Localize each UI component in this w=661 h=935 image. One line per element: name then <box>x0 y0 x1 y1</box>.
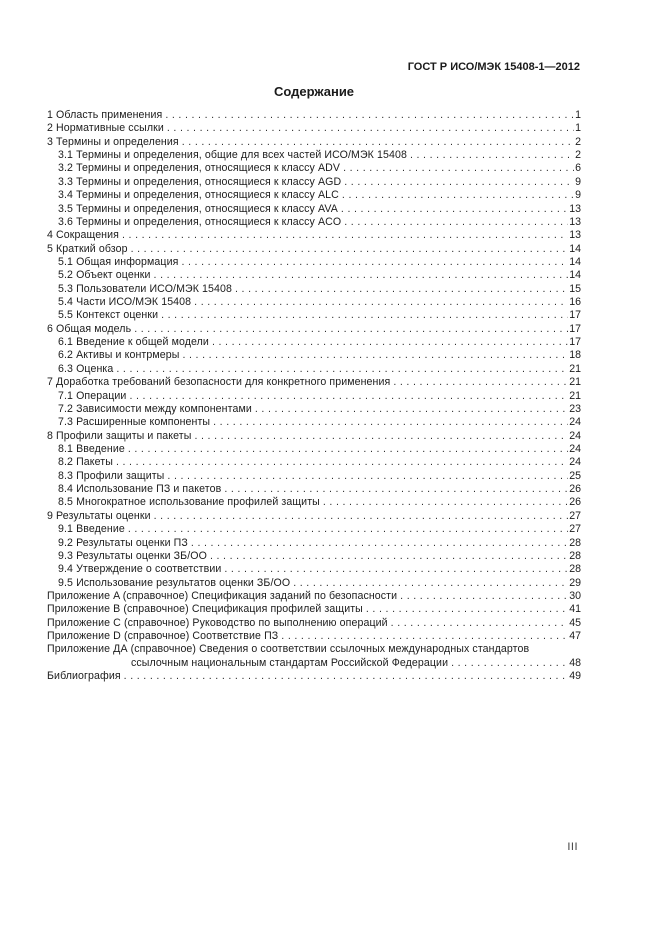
toc-entry <box>47 456 581 469</box>
toc-entry <box>47 563 581 576</box>
toc-entry-label: 8.4 Использование ПЗ и пакетов <box>58 483 222 496</box>
toc-entry <box>47 309 581 322</box>
toc-leader-dots <box>344 176 574 189</box>
toc-leader-dots <box>281 630 568 643</box>
toc-leader-dots <box>154 510 569 523</box>
toc-entry-page: 14 <box>569 269 581 282</box>
toc-entry <box>47 336 581 349</box>
toc-entry-label: 6.3 Оценка <box>58 362 114 375</box>
toc-entry-page: 24 <box>569 442 581 455</box>
toc-leader-dots <box>129 390 568 403</box>
toc-entry <box>47 603 581 616</box>
toc-leader-dots <box>154 269 569 282</box>
toc-entry-label: 8.1 Введение <box>58 442 125 455</box>
toc-entry <box>47 510 581 523</box>
toc-entry-label: 2 Нормативные ссылки <box>47 122 164 135</box>
toc-leader-dots <box>341 203 568 216</box>
toc-entry-page: 21 <box>569 376 581 389</box>
document-designation: ГОСТ Р ИСО/МЭК 15408-1—2012 <box>407 61 580 73</box>
toc-entry <box>47 577 581 590</box>
toc-entry-label: 5.3 Пользователи ИСО/МЭК 15408 <box>58 282 232 295</box>
toc-leader-dots <box>161 309 568 322</box>
toc-entry-page: 49 <box>569 670 581 683</box>
toc-entry-label: 3.4 Термины и определения, относящиеся к классу ALC <box>58 189 339 202</box>
toc-entry <box>47 189 581 202</box>
toc-entry-page: 17 <box>569 322 581 335</box>
toc-entry-page: 28 <box>569 549 581 562</box>
toc-entry-label: 3.5 Термины и определения, относящиеся к классу AVA <box>58 202 338 215</box>
toc-entry <box>47 149 581 162</box>
toc-leader-dots <box>391 617 569 630</box>
toc-leader-dots <box>116 456 568 469</box>
toc-entry-page: 30 <box>569 589 581 602</box>
toc-entry-label: 7.1 Операции <box>58 389 127 402</box>
toc-entry <box>47 296 581 309</box>
toc-entry-label: 6.1 Введение к общей модели <box>58 336 209 349</box>
toc-entry-page: 26 <box>569 496 581 509</box>
toc-entry-label: 3.3 Термины и определения, относящиеся к классу AGD <box>58 175 342 188</box>
toc-entry-page: 24 <box>569 429 581 442</box>
toc-entry-page: 24 <box>569 456 581 469</box>
toc-entry-page: 9 <box>575 175 581 188</box>
toc-entry-label: 5 Краткий обзор <box>47 242 128 255</box>
toc-leader-dots <box>224 483 568 496</box>
toc-leader-dots <box>194 296 568 309</box>
toc-entry <box>47 617 581 630</box>
toc-entry <box>47 550 581 563</box>
toc-entry-page: 48 <box>569 656 581 669</box>
toc-entry-page: 21 <box>569 362 581 375</box>
toc-entry <box>47 162 581 175</box>
toc-entry-label: ссылочным национальным стандартам Российской Федерации <box>131 656 449 669</box>
toc-entry-label: 8 Профили защиты и пакеты <box>47 429 192 442</box>
toc-entry-label: 9.2 Результаты оценки ПЗ <box>58 536 188 549</box>
page-number: III <box>567 841 578 853</box>
toc-entry-page: 27 <box>569 509 581 522</box>
toc-leader-dots <box>366 603 568 616</box>
toc-entry-label: 8.5 Многократное использование профилей защиты <box>58 496 320 509</box>
toc-entry-page: 45 <box>569 616 581 629</box>
toc-leader-dots <box>393 376 568 389</box>
toc-entry-label: 5.5 Контекст оценки <box>58 309 159 322</box>
toc-entry <box>47 363 581 376</box>
toc-entry <box>47 283 581 296</box>
toc-entry-page: 21 <box>569 389 581 402</box>
toc-entry <box>47 430 581 443</box>
toc-entry <box>47 109 581 122</box>
toc-entry <box>47 630 581 643</box>
toc-entry-label: 5.2 Объект оценки <box>58 269 151 282</box>
toc-list <box>47 109 581 683</box>
toc-leader-dots <box>165 109 574 122</box>
toc-entry <box>47 216 581 229</box>
toc-entry-page: 25 <box>569 469 581 482</box>
toc-entry <box>47 122 581 135</box>
toc-entry <box>47 349 581 362</box>
toc-entry-page: 17 <box>569 309 581 322</box>
toc-entry-label: 5.1 Общая информация <box>58 255 179 268</box>
toc-entry <box>47 483 581 496</box>
toc-leader-dots <box>410 149 574 162</box>
toc-entry-page: 1 <box>575 109 581 121</box>
toc-leader-dots <box>210 550 568 563</box>
toc-leader-dots <box>131 243 569 256</box>
toc-entry-label: 8.2 Пакеты <box>58 456 113 469</box>
toc-entry-label: Приложение ДА (справочное) Сведения о соответствии ссылочных международных стандартов <box>47 643 530 656</box>
toc-entry <box>47 203 581 216</box>
toc-entry-page: 26 <box>569 483 581 496</box>
toc-leader-dots <box>212 336 568 349</box>
toc-entry <box>47 376 581 389</box>
toc-entry <box>47 537 581 550</box>
toc-entry-label: Приложение D (справочное) Соответствие ПЗ <box>47 630 279 643</box>
toc-entry <box>47 523 581 536</box>
toc-entry <box>47 643 581 656</box>
toc-entry-label: 7.3 Расширенные компоненты <box>58 416 211 429</box>
toc-leader-dots <box>124 670 569 683</box>
toc-entry-page: 41 <box>569 603 581 616</box>
toc-leader-dots <box>181 256 568 269</box>
toc-entry <box>47 229 581 242</box>
toc-entry <box>47 416 581 429</box>
toc-leader-dots <box>182 136 574 149</box>
toc-leader-dots <box>255 403 568 416</box>
toc-entry-page: 47 <box>569 630 581 643</box>
toc-leader-dots <box>224 563 568 576</box>
toc-entry-page: 14 <box>569 255 581 268</box>
toc-leader-dots <box>191 537 568 550</box>
toc-entry-label: 3.1 Термины и определения, общие для всех частей ИСО/МЭК 15408 <box>58 149 407 162</box>
toc-entry <box>47 256 581 269</box>
toc-entry-label: 8.3 Профили защиты <box>58 469 165 482</box>
toc-entry-label: 6 Общая модель <box>47 322 132 335</box>
toc-entry-label: Библиография <box>47 670 121 683</box>
toc-entry-page: 2 <box>575 135 581 148</box>
toc-leader-dots <box>182 349 568 362</box>
toc-leader-dots <box>293 577 568 590</box>
toc-entry <box>47 670 581 683</box>
toc-leader-dots <box>323 496 568 509</box>
toc-entry <box>47 323 581 336</box>
toc-leader-dots <box>122 229 568 242</box>
toc-leader-dots <box>400 590 568 603</box>
toc-entry-label: Приложение A (справочное) Спецификация заданий по безопасности <box>47 589 398 602</box>
toc-entry-page: 24 <box>569 416 581 429</box>
toc-leader-dots <box>128 443 568 456</box>
toc-entry-page: 16 <box>569 296 581 309</box>
toc-entry-page: 27 <box>569 523 581 536</box>
toc-entry <box>47 657 581 670</box>
toc-entry <box>47 403 581 416</box>
toc-entry <box>47 390 581 403</box>
toc-entry-label: 9 Результаты оценки <box>47 509 151 522</box>
toc-entry <box>47 590 581 603</box>
toc-title: Содержание <box>273 84 355 99</box>
toc-leader-dots <box>116 363 568 376</box>
toc-entry-page: 9 <box>575 189 581 202</box>
toc-entry-label: 3.2 Термины и определения, относящиеся к классу ADV <box>58 162 341 175</box>
toc-entry-label: 3 Термины и определения <box>47 135 179 148</box>
toc-entry-page: 1 <box>575 122 581 135</box>
toc-entry <box>47 470 581 483</box>
toc-entry-page: 23 <box>569 402 581 415</box>
toc-entry-label: 7 Доработка требований безопасности для конкретного применения <box>47 376 391 389</box>
toc-entry-page: 13 <box>569 202 581 215</box>
toc-entry-page: 14 <box>569 242 581 255</box>
toc-entry-label: 9.1 Введение <box>58 523 125 536</box>
toc-entry <box>47 269 581 282</box>
toc-entry-label: Приложение B (справочное) Спецификация профилей защиты <box>47 603 363 616</box>
toc-leader-dots <box>167 470 568 483</box>
toc-entry-label: Приложение C (справочное) Руководство по выполнению операций <box>47 616 388 629</box>
toc-entry <box>47 136 581 149</box>
toc-entry-label: 1 Область применения <box>47 109 163 121</box>
toc-leader-dots <box>451 657 568 670</box>
toc-entry-page: 13 <box>569 229 581 242</box>
toc-leader-dots <box>128 523 568 536</box>
toc-leader-dots <box>343 162 574 175</box>
toc-entry-label: 6.2 Активы и контрмеры <box>58 349 180 362</box>
toc-entry-label: 4 Сокращения <box>47 229 119 242</box>
toc-leader-dots <box>342 189 574 202</box>
toc-entry-page: 13 <box>569 215 581 228</box>
toc-entry-page: 28 <box>569 563 581 576</box>
toc-leader-dots <box>194 430 568 443</box>
toc-leader-dots <box>167 122 574 135</box>
toc-entry-label: 5.4 Части ИСО/МЭК 15408 <box>58 296 192 309</box>
toc-entry <box>47 243 581 256</box>
toc-entry-page: 2 <box>575 149 581 162</box>
toc-entry-page: 18 <box>569 349 581 362</box>
toc-entry-page: 17 <box>569 336 581 349</box>
toc-entry-page: 29 <box>569 576 581 589</box>
toc-entry-label: 3.6 Термины и определения, относящиеся к классу ACO <box>58 215 342 228</box>
toc-entry-page: 28 <box>569 536 581 549</box>
toc-leader-dots <box>344 216 568 229</box>
toc-leader-dots <box>213 416 568 429</box>
toc-entry-label: 9.3 Результаты оценки ЗБ/ОО <box>58 549 207 562</box>
toc-entry <box>47 176 581 189</box>
toc-entry-label: 9.5 Использование результатов оценки ЗБ/ОО <box>58 576 291 589</box>
toc-entry-page: 6 <box>575 162 581 175</box>
toc-entry-label: 7.2 Зависимости между компонентами <box>58 402 252 415</box>
toc-leader-dots <box>235 283 568 296</box>
toc-leader-dots <box>134 323 568 336</box>
toc-entry <box>47 496 581 509</box>
toc-entry-page: 15 <box>569 282 581 295</box>
toc-entry-label: 9.4 Утверждение о соответствии <box>58 563 222 576</box>
toc-entry <box>47 443 581 456</box>
